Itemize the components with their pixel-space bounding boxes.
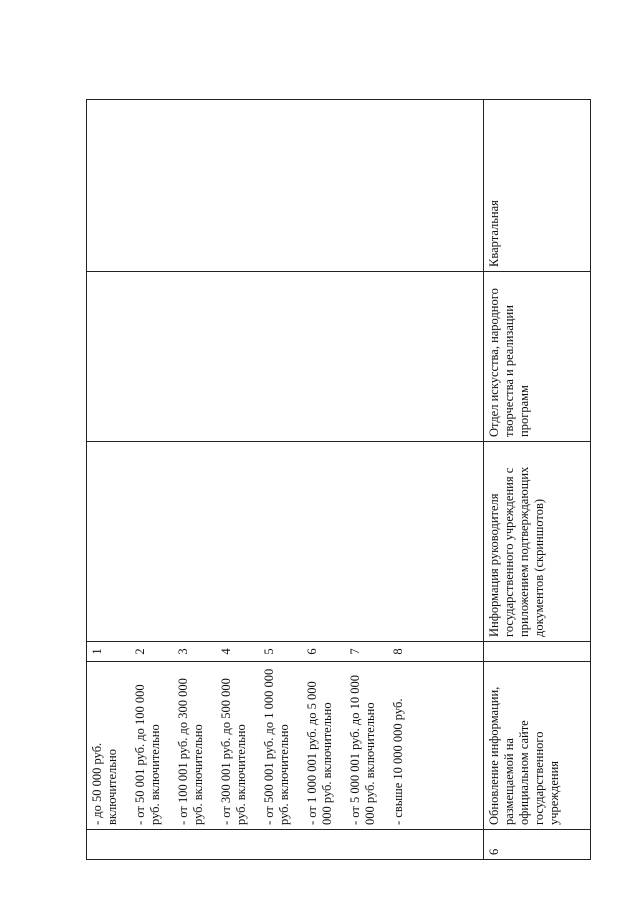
periodicity-cell: Квартальная [484,100,591,272]
responsible-cell [87,272,484,442]
points-value: 2 [133,648,147,655]
criterion-item: - от 500 001 руб. до 1 000 000 руб. включительно [262,668,291,825]
criterion-item: - от 5 000 001 руб. до 10 000 000 руб. включительно [348,675,377,825]
points-value: 7 [348,648,362,655]
criteria-table [86,99,591,860]
periodicity-cell [87,100,484,272]
criteria-cell [87,662,484,830]
rotated-page [86,100,588,860]
table-row [484,100,591,860]
criterion-item: - свыше 10 000 000 руб. [391,698,405,825]
criterion-item: - от 1 000 001 руб. до 5 000 000 руб. включительно [305,681,334,825]
points-cell [87,642,484,662]
row-number-cell: 6 [484,830,591,860]
criterion-item: - от 50 001 руб. до 100 000 руб. включительно [133,684,162,825]
points-cell [484,642,591,662]
table-row [87,100,484,860]
criterion-item: - от 100 001 руб. до 300 000 руб. включительно [176,678,205,825]
source-cell: Информация руководителя государственного учреждения с приложением подтверждающих документов (скриншотов) [484,442,591,642]
points-value: 8 [391,648,405,655]
points-value: 4 [219,648,233,655]
source-cell [87,442,484,642]
responsible-cell: Отдел искусства, народного творчества и реализации программ [484,272,591,442]
indicator-name-cell: Обновление информации, размещаемой на официальном сайте государственного учреждения [484,662,591,830]
criterion-item: - до 50 000 руб. включительно [90,742,119,825]
points-value: 5 [262,648,276,655]
points-value: 1 [90,648,104,655]
criterion-item: - от 300 001 руб. до 500 000 руб. включительно [219,678,248,825]
points-value: 3 [176,648,190,655]
row-number-cell [87,830,484,860]
points-value: 6 [305,648,319,655]
